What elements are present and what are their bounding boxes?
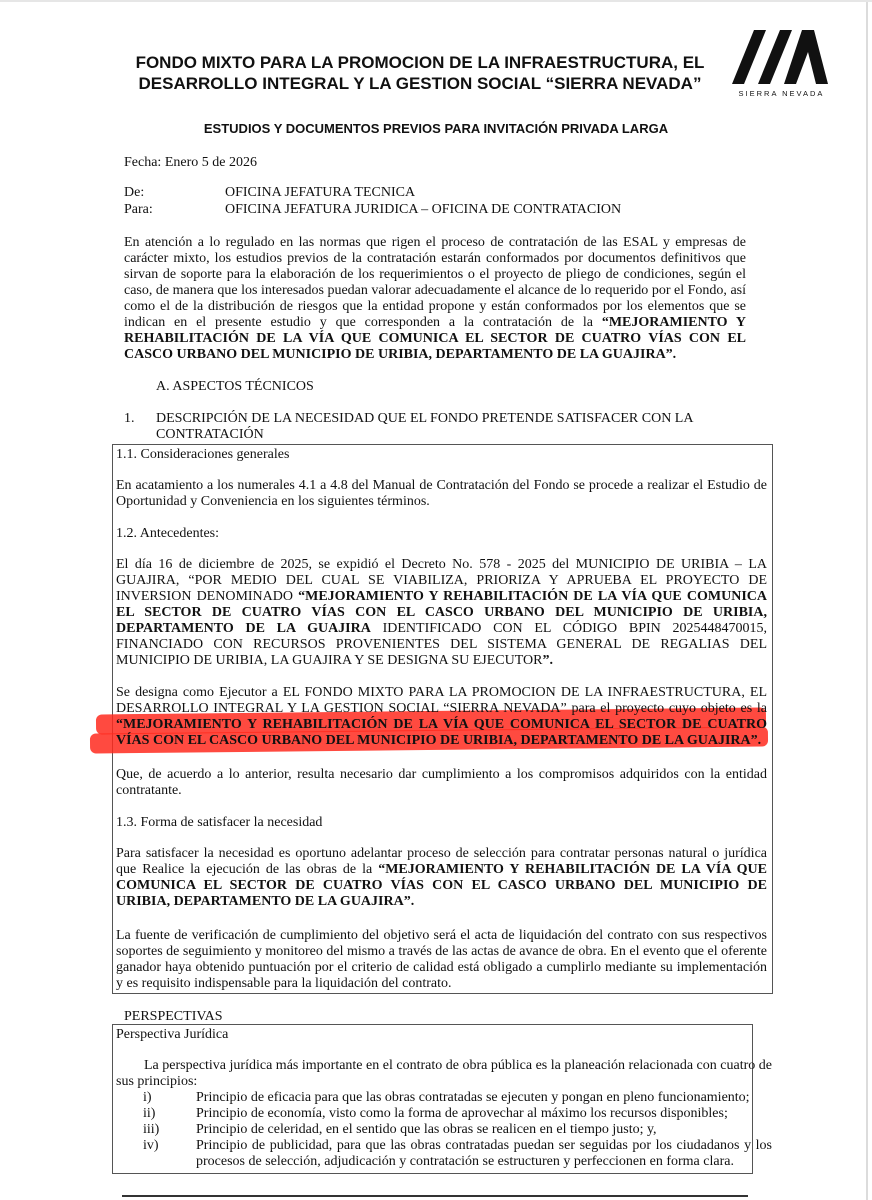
ejecutor-text: Se designa como Ejecutor a EL FONDO MIXTO PARA LA PROMOCION DE LA INFRAESTRUCTURA, EL DESARROLLO INTEGRAL Y LA GESTION SOCIAL “SIERRA NEVADA” para el proyecto cuyo objeto es la bbox=[116, 685, 767, 716]
de-value: OFICINA JEFATURA TECNICA bbox=[225, 185, 416, 200]
fecha: Fecha: Enero 5 de 2026 bbox=[124, 155, 257, 170]
paragraph-1-2-ejecutor bbox=[116, 685, 767, 749]
seleccion-text: Para satisfacer la necesidad es oportuno adelantar proceso de selección para contratar personas natural o jurídica que Realice la ejecución de las obras de la bbox=[116, 846, 767, 877]
ejecutor-bold-close: ”. bbox=[750, 733, 762, 748]
heading-1-3: 1.3. Forma de satisfacer la necesidad bbox=[116, 815, 323, 830]
paragraph-1-1: En acatamiento a los numerales 4.1 a 4.8 del Manual de Contratación del Fondo se procede a realizar el Estudio de Oportunidad y Conveniencia en los siguientes términos. bbox=[116, 478, 767, 509]
paragraph-1-3-verificacion: La fuente de verificación de cumplimiento del objetivo será el acta de liquidación del contrato con sus respectivos soportes de seguimiento y monitoreo del mismo a través de las actas de avance de obra. En el evento que el oferente ganador haya obtenido puntuación por el criterio de calidad está obligado a cumplirlo mediante su implementación y es requisito indispensable para la liquidación del contrato. bbox=[116, 928, 767, 991]
section-a-heading: A. ASPECTOS TÉCNICOS bbox=[156, 379, 314, 394]
paragraph-1-3-seleccion bbox=[116, 846, 767, 910]
header-title-line2: DESARROLLO INTEGRAL Y LA GESTION SOCIAL “SIERRA NEVADA” bbox=[138, 74, 702, 93]
list-item-num: iii) bbox=[143, 1122, 160, 1137]
perspectiva-juridica-heading: Perspectiva Jurídica bbox=[116, 1027, 229, 1042]
document-subtitle: ESTUDIOS Y DOCUMENTOS PREVIOS PARA INVITACIÓN PRIVADA LARGA bbox=[203, 121, 669, 136]
decreto-text: El día 16 de diciembre de 2025, se expidió el Decreto No. 578 - 2025 del MUNICIPIO DE URIBIA – LA GUAJIRA, “POR MEDIO DEL CUAL SE VIABILIZA, PRIORIZA Y APRUEBA EL PROYECTO DE INVERSION DENOMINADO bbox=[116, 557, 767, 604]
intro-text: En atención a lo regulado en las normas que rigen el proceso de contratación de las ESAL y empresas de carácter mixto, los estudios previos de la contratación estarán conformados por documentos definitivos que sirvan de soporte para la elaboración de los requerimientos o el proyecto de pliego de condiciones, según el caso, de manera que los interesados puedan valorar adecuadamente el alcance de lo requerido por el Fondo, así como el de la distribución de riesgos que la entidad propone y están conformados por los elementos que se indican en el presente estudio y que corresponden a la contratación de la bbox=[124, 235, 746, 330]
logo-text: SIERRA NEVADA bbox=[738, 89, 825, 98]
section-1-line2: CONTRATACIÓN bbox=[156, 427, 264, 442]
page-top-edge bbox=[0, 0, 872, 2]
para-label: Para: bbox=[124, 202, 153, 217]
de-label: De: bbox=[124, 185, 145, 200]
list-item-num: iv) bbox=[143, 1138, 159, 1153]
list-item-text: Principio de eficacia para que las obras contratadas se ejecuten y pongan en pleno funcionamiento; bbox=[196, 1090, 750, 1105]
paragraph-1-2-cumplimiento: Que, de acuerdo a lo anterior, resulta necesario dar cumplimiento a los compromisos adquiridos con la entidad contratante. bbox=[116, 767, 767, 798]
decreto-bold-close: ”. bbox=[542, 653, 554, 668]
intro-paragraph bbox=[124, 235, 746, 363]
paragraph-1-2-decreto bbox=[116, 557, 767, 669]
para-value: OFICINA JEFATURA JURIDICA – OFICINA DE CONTRATACION bbox=[225, 202, 622, 217]
heading-1-2: 1.2. Antecedentes: bbox=[116, 526, 220, 541]
document-header bbox=[120, 52, 720, 94]
decreto-text-2: IDENTIFICADO CON EL CÓDIGO BPIN 2025448470015, FINANCIADO CON RECURSOS PROVENIENTES DEL SISTEMA GENERAL DE REGALIAS DEL MUNICIPIO DE URIBIA, LA GUAJIRA Y SE DESIGNA SU EJECUTOR bbox=[116, 621, 767, 668]
perspectiva-intro: La perspectiva jurídica más importante en el contrato de obra pública es la planeación relacionada con cuatro de sus principios: bbox=[116, 1058, 772, 1089]
header-title-line1: FONDO MIXTO PARA LA PROMOCION DE LA INFRAESTRUCTURA, EL bbox=[135, 53, 705, 72]
perspectivas-heading: PERSPECTIVAS bbox=[124, 1009, 223, 1024]
seleccion-bold-project: “MEJORAMIENTO Y REHABILITACIÓN DE LA VÍA QUE COMUNICA EL SECTOR DE CUATRO VÍAS CON EL CASCO URBANO DEL MUNICIPIO DE URIBIA, DEPARTAMENTO DE LA GUAJIRA”. bbox=[116, 862, 767, 909]
footer-rule bbox=[122, 1195, 748, 1197]
list-item-text: Principio de celeridad, en el sentido que las obras se realicen en el tiempo justo; y, bbox=[196, 1122, 657, 1137]
section-1-number: 1. bbox=[124, 411, 135, 426]
intro-bold-object: “MEJORAMIENTO Y REHABILITACIÓN DE LA VÍA QUE COMUNICA EL SECTOR DE CUATRO VÍAS CON EL CASCO URBANO DEL MUNICIPIO DE URIBIA, DEPARTAMENTO DE LA GUAJIRA”. bbox=[124, 315, 746, 362]
list-item-text: Principio de publicidad, para que las obras contratadas puedan ser seguidas por los ciudadanos y los procesos de selección, adjudicación y contratación se estructuren y perfeccionen en forma clara. bbox=[196, 1138, 772, 1169]
heading-1-1: 1.1. Consideraciones generales bbox=[116, 447, 290, 462]
decreto-bold-project: “MEJORAMIENTO Y REHABILITACIÓN DE LA VÍA QUE COMUNICA EL SECTOR DE CUATRO VÍAS CON EL CASCO URBANO DEL MUNICIPIO DE URIBIA, DEPARTAMENTO DE LA GUAJIRA bbox=[116, 589, 767, 636]
ejecutor-bold-project: “MEJORAMIENTO Y REHABILITACIÓN DE LA VÍA QUE COMUNICA EL SECTOR DE CUATRO VÍAS CON EL CASCO URBANO DEL MUNICIPIO DE URIBIA, DEPARTAMENTO DE LA GUAJIRA bbox=[116, 717, 767, 748]
list-item-num: i) bbox=[143, 1090, 152, 1105]
section-1-line1: DESCRIPCIÓN DE LA NECESIDAD QUE EL FONDO PRETENDE SATISFACER CON LA bbox=[156, 411, 694, 426]
section-1-heading bbox=[156, 411, 746, 443]
list-item-num: ii) bbox=[143, 1106, 156, 1121]
list-item-text: Principio de economía, visto como la forma de aprovechar al máximo los recursos disponibles; bbox=[196, 1106, 728, 1121]
